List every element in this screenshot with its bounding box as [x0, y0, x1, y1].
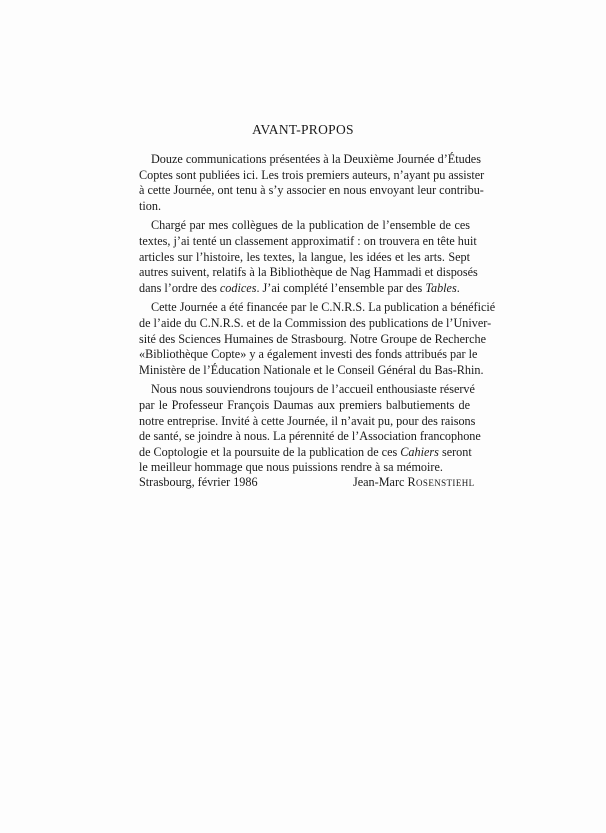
text-run: dans l’ordre des	[139, 280, 220, 295]
author-surname: Rosenstiehl	[407, 475, 475, 489]
text-line: Cette Journée a été financée par le C.N.R.S. La publication a bénéficié	[151, 300, 496, 315]
text-line: le meilleur hommage que nous puissions rendre à sa mémoire.	[139, 460, 443, 475]
text-line: sité des Sciences Humaines de Strasbourg. Notre Groupe de Recherche	[139, 331, 487, 346]
text-line: «Bibliothèque Copte» y a également investi des fonds attribués par le	[139, 347, 478, 362]
signature-block	[139, 475, 489, 491]
paragraph-4	[139, 382, 481, 476]
italic-word: Tables	[425, 280, 457, 295]
place-date: Strasbourg, février 1986	[139, 475, 258, 489]
paragraph-1	[139, 152, 485, 214]
text-run: seront	[438, 444, 472, 459]
author-first-name: Jean-Marc	[353, 475, 408, 489]
text-line: de santé, se joindre à nous. La pérennité de l’Association francophone	[139, 429, 481, 444]
text-line: de l’aide du C.N.R.S. et de la Commission des publications de l’Univer-	[139, 315, 492, 330]
text-line: Douze communications présentées à la Deuxième Journée d’Études	[151, 152, 481, 166]
text-line-mixed	[139, 281, 470, 297]
text-line: par le Professeur François Daumas aux premiers balbutiements de	[139, 397, 470, 412]
text-run: . J’ai complété l’ensemble par des	[256, 280, 426, 295]
text-line: Coptes sont publiées ici. Les trois premiers auteurs, n’ayant pu assister	[139, 167, 485, 182]
foreword-body	[139, 152, 496, 480]
text-run: .	[456, 280, 460, 295]
page-title: AVANT-PROPOS	[252, 122, 354, 137]
author-name	[353, 475, 475, 490]
text-run: de Coptologie et la poursuite de la publication de ces	[139, 444, 401, 459]
text-line: tion.	[139, 198, 162, 213]
text-line: Ministère de l’Éducation Nationale et le Conseil Général du Bas-Rhin.	[139, 362, 484, 377]
text-line: à cette Journée, ont tenu à s’y associer en nous envoyant leur contribu-	[139, 183, 484, 198]
italic-word: Cahiers	[400, 444, 439, 459]
paragraph-3	[139, 300, 496, 378]
text-line-mixed	[139, 445, 470, 461]
text-line: articles sur l’histoire, les textes, la langue, les idées et les arts. Sept	[139, 249, 470, 264]
italic-word: codices	[219, 280, 257, 295]
text-line: Chargé par mes collègues de la publication de l’ensemble de ces	[151, 218, 470, 233]
paragraph-2	[139, 218, 478, 296]
text-line: Nous nous souviendrons toujours de l’accueil enthousiaste réservé	[151, 382, 475, 397]
text-line: textes, j’ai tenté un classement approximatif : on trouvera en tête huit	[139, 233, 477, 248]
text-line: notre entreprise. Invité à cette Journée, il n’avait pu, pour des raisons	[139, 413, 476, 428]
text-line: autres suivent, relatifs à la Bibliothèque de Nag Hammadi et disposés	[139, 265, 478, 280]
